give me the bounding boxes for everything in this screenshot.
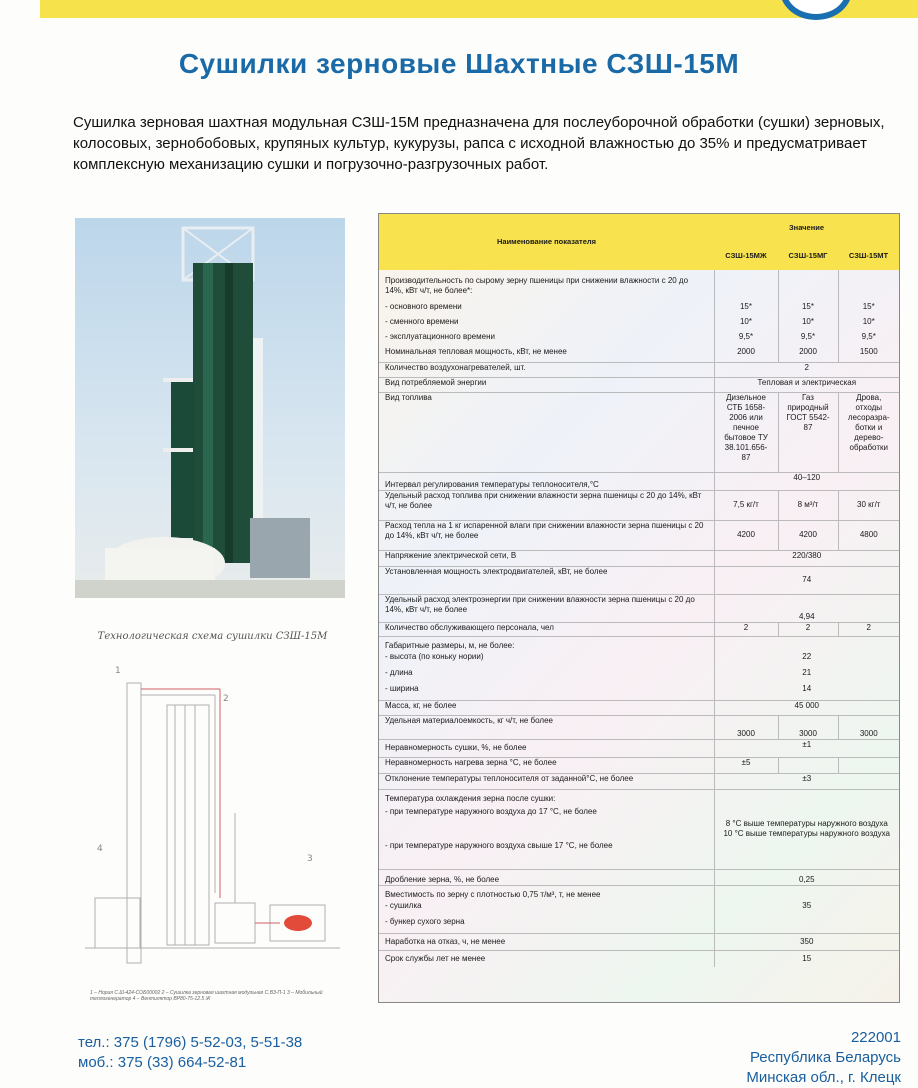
row-label: - сменного времени	[385, 317, 459, 326]
table-row	[379, 636, 899, 652]
header-value: Значение	[714, 214, 899, 242]
row-label: - ширина	[385, 684, 419, 693]
cell-value: Тепловая и электрическая	[714, 377, 899, 392]
row-label: Количество обслуживающего персонала, чел	[379, 622, 714, 636]
row-label: Напряжение электрической сети, В	[379, 550, 714, 566]
row-label: Температура охлаждения зерна после сушки:	[379, 789, 714, 807]
cell-value: 4200	[714, 520, 778, 550]
table-row	[379, 739, 899, 757]
specs-table	[378, 213, 900, 1003]
cell-value: 1500	[838, 347, 899, 362]
scheme-caption: 1 – Нория С.Ш-424-СОБ00002 2 – Сушилка зерновая шахтная модульная С.ВЗ-П-1 3 – Мобильный теплогенератор 4 – Вентилятор ВР80-75-12.5 Ж	[90, 990, 323, 1002]
table-row	[379, 332, 899, 347]
cell-value: 2	[778, 622, 838, 636]
row-label: Количество воздухонагревателей, шт.	[379, 362, 714, 377]
row-label: - при температуре наружного воздуха до 17 °С, не более	[385, 807, 597, 816]
row-label: - высота (по коньку нории)	[385, 652, 484, 661]
table-row	[379, 317, 899, 332]
scheme-title: Технологическая схема сушилки СЗШ-15М	[97, 631, 328, 642]
row-label: - сушилка	[385, 901, 422, 910]
table-row	[379, 392, 899, 472]
row-label: Установленная мощность электродвигателей, кВт, не более	[379, 566, 714, 594]
table-row	[379, 885, 899, 901]
cell-value: 3000	[714, 715, 778, 739]
row-label: Наработка на отказ, ч, не менее	[379, 933, 714, 950]
row-label: Удельный расход топлива при снижении влажности зерна пшеницы с 20 до 14%, кВт ч/т, не более	[379, 490, 714, 520]
cell-value: 9,5*	[778, 332, 838, 347]
table-row	[379, 869, 899, 885]
table-row	[379, 362, 899, 377]
row-label: Удельная материалоемкость, кг ч/т, не более	[379, 715, 714, 739]
intro-paragraph: Сушилка зерновая шахтная модульная СЗШ-15М предназначена для послеуборочной обработки (сушки) зерновых, колосовых, зернобобовых, крупяных культур, кукурузы, рапса с исходной влажностью до 35% и предусматривает комплексную механизацию сушки и погрузочно-разгрузочных работ.	[73, 114, 885, 173]
model-header: СЗШ-15МЖ	[714, 242, 778, 270]
cell-value: Дрова, отходы лесоразра-ботки и дерево-обработки	[838, 392, 899, 472]
cell-value: 0,25	[714, 869, 899, 885]
cell-value: 15*	[778, 302, 838, 317]
page-title: Сушилки зерновые Шахтные СЗШ-15М	[178, 48, 740, 79]
cell-value: 15*	[838, 302, 899, 317]
cell-value: 21	[714, 668, 899, 684]
row-label: Срок службы лет не менее	[379, 950, 714, 967]
cell-value: ±5	[714, 757, 778, 773]
cell-value: 220/380	[714, 550, 899, 566]
table-row	[379, 933, 899, 950]
table-row	[379, 917, 899, 933]
table-row	[379, 700, 899, 715]
scheme-label: 1	[115, 666, 121, 676]
cell-value: 2000	[714, 347, 778, 362]
row-label: Удельный расход электроэнергии при снижении влажности зерна пшеницы с 20 до 14%, кВт ч/т, не более	[379, 594, 714, 622]
row-label: - эксплуатационного времени	[385, 332, 495, 341]
cell-value: 9,5*	[714, 332, 778, 347]
cell-value: 4800	[838, 520, 899, 550]
cell-value: 45 000	[714, 700, 899, 715]
row-label: Дробление зерна, %, не более	[379, 869, 714, 885]
cell-value: 22	[714, 652, 899, 668]
row-label: Номинальная тепловая мощность, кВт, не менее	[385, 347, 567, 356]
table-row	[379, 668, 899, 684]
cell-value: 3000	[838, 715, 899, 739]
dryer-photo	[75, 218, 345, 598]
table-row	[379, 773, 899, 789]
row-label: Вид потребляемой энергии	[379, 377, 714, 392]
table-row	[379, 789, 899, 807]
cell-value: ±3	[714, 773, 899, 789]
cell-value: 30 кг/т	[838, 490, 899, 520]
table-row	[379, 520, 899, 550]
mobile-number: моб.: 375 (33) 664-52-81	[78, 1054, 247, 1071]
table-row	[379, 715, 899, 739]
cell-value: 9,5*	[838, 332, 899, 347]
cell-value: 8 м³/т	[778, 490, 838, 520]
region: Минская обл., г. Клецк	[746, 1069, 901, 1086]
cell-value: 4200	[778, 520, 838, 550]
cell-value: 2	[714, 362, 899, 377]
row-label: - бункер сухого зерна	[385, 917, 465, 926]
table-row	[379, 566, 899, 594]
row-label: Неравномерность нагрева зерна °С, не более	[379, 757, 714, 773]
cell-value: ±1	[714, 739, 899, 757]
row-label: - длина	[385, 668, 413, 677]
cell-value: 10 °С выше температуры наружного воздуха	[723, 829, 890, 838]
cell-value: 3000	[778, 715, 838, 739]
row-label: - при температуре наружного воздуха свыше 17 °С, не более	[385, 841, 613, 850]
scheme-label: 2	[223, 694, 229, 704]
table-row	[379, 901, 899, 917]
cell-value: Газ природный ГОСТ 5542-87	[778, 392, 838, 472]
cell-value: 40–120	[714, 472, 899, 490]
country: Республика Беларусь	[749, 1049, 901, 1066]
table-row	[379, 377, 899, 392]
table-row	[379, 950, 899, 967]
row-label: Масса, кг, не более	[379, 700, 714, 715]
row-label: Вместимость по зерну с плотностью 0,75 т/м³, т, не менее	[379, 885, 714, 901]
table-row	[379, 622, 899, 636]
row-label: Отклонение температуры теплоносителя от заданной°С, не более	[379, 773, 714, 789]
row-label: Производительность по сырому зерну пшеницы при снижении влажности с 20 до 14%, кВт ч/т, не более*:	[385, 276, 689, 295]
row-label: - основного времени	[385, 302, 462, 311]
table-row	[379, 490, 899, 520]
phone-number: тел.: 375 (1796) 5-52-03, 5-51-38	[78, 1034, 303, 1051]
cell-value: 8 °С выше температуры наружного воздуха	[725, 819, 888, 828]
table-row	[379, 652, 899, 668]
table-row	[379, 347, 899, 362]
cell-value: 35	[714, 901, 899, 917]
cell-value: 7,5 кг/т	[714, 490, 778, 520]
cell-value: 2	[714, 622, 778, 636]
table-row	[379, 684, 899, 700]
header-name: Наименование показателя	[379, 214, 714, 270]
technological-scheme	[75, 625, 350, 1010]
cell-value: 74	[714, 566, 899, 594]
row-label: Габаритные размеры, м, не более:	[379, 636, 714, 652]
cell-value: 350	[714, 933, 899, 950]
cell-value: 2000	[778, 347, 838, 362]
cell-value: 2	[838, 622, 899, 636]
scheme-label: 4	[97, 844, 103, 854]
row-label: Вид топлива	[379, 392, 714, 472]
cell-value: 4,94	[714, 594, 899, 622]
cell-value: 14	[714, 684, 899, 700]
row-label: Интервал регулирования температуры теплоносителя,°С	[379, 472, 714, 490]
model-header: СЗШ-15МГ	[778, 242, 838, 270]
dryer-tower-image	[75, 218, 345, 598]
scheme-label: 3	[307, 854, 313, 864]
row-label: Неравномерность сушки, %, не более	[379, 739, 714, 757]
contact-phones	[78, 1033, 302, 1073]
contact-address	[746, 1028, 901, 1088]
table-row	[379, 270, 899, 302]
cell-value: 15*	[714, 302, 778, 317]
table-row	[379, 757, 899, 773]
cooling-temp-cell	[714, 789, 899, 869]
table-row	[379, 302, 899, 317]
cell-value: 10*	[778, 317, 838, 332]
cell-value: 10*	[838, 317, 899, 332]
table-row	[379, 472, 899, 490]
cell-value: 15	[714, 950, 899, 967]
cell-value: Дизельное СТБ 1658-2006 или печное бытовое ТУ 38.101.656-87	[714, 392, 778, 472]
postal-code: 222001	[850, 1029, 901, 1046]
table-row	[379, 550, 899, 566]
table-row	[379, 594, 899, 622]
row-label: Расход тепла на 1 кг испаренной влаги при снижении влажности зерна пшеницы с 20 до 14%, кВт ч/т, не более	[379, 520, 714, 550]
cell-value: 10*	[714, 317, 778, 332]
scheme-drawing	[75, 643, 350, 988]
model-header: СЗШ-15МТ	[838, 242, 899, 270]
